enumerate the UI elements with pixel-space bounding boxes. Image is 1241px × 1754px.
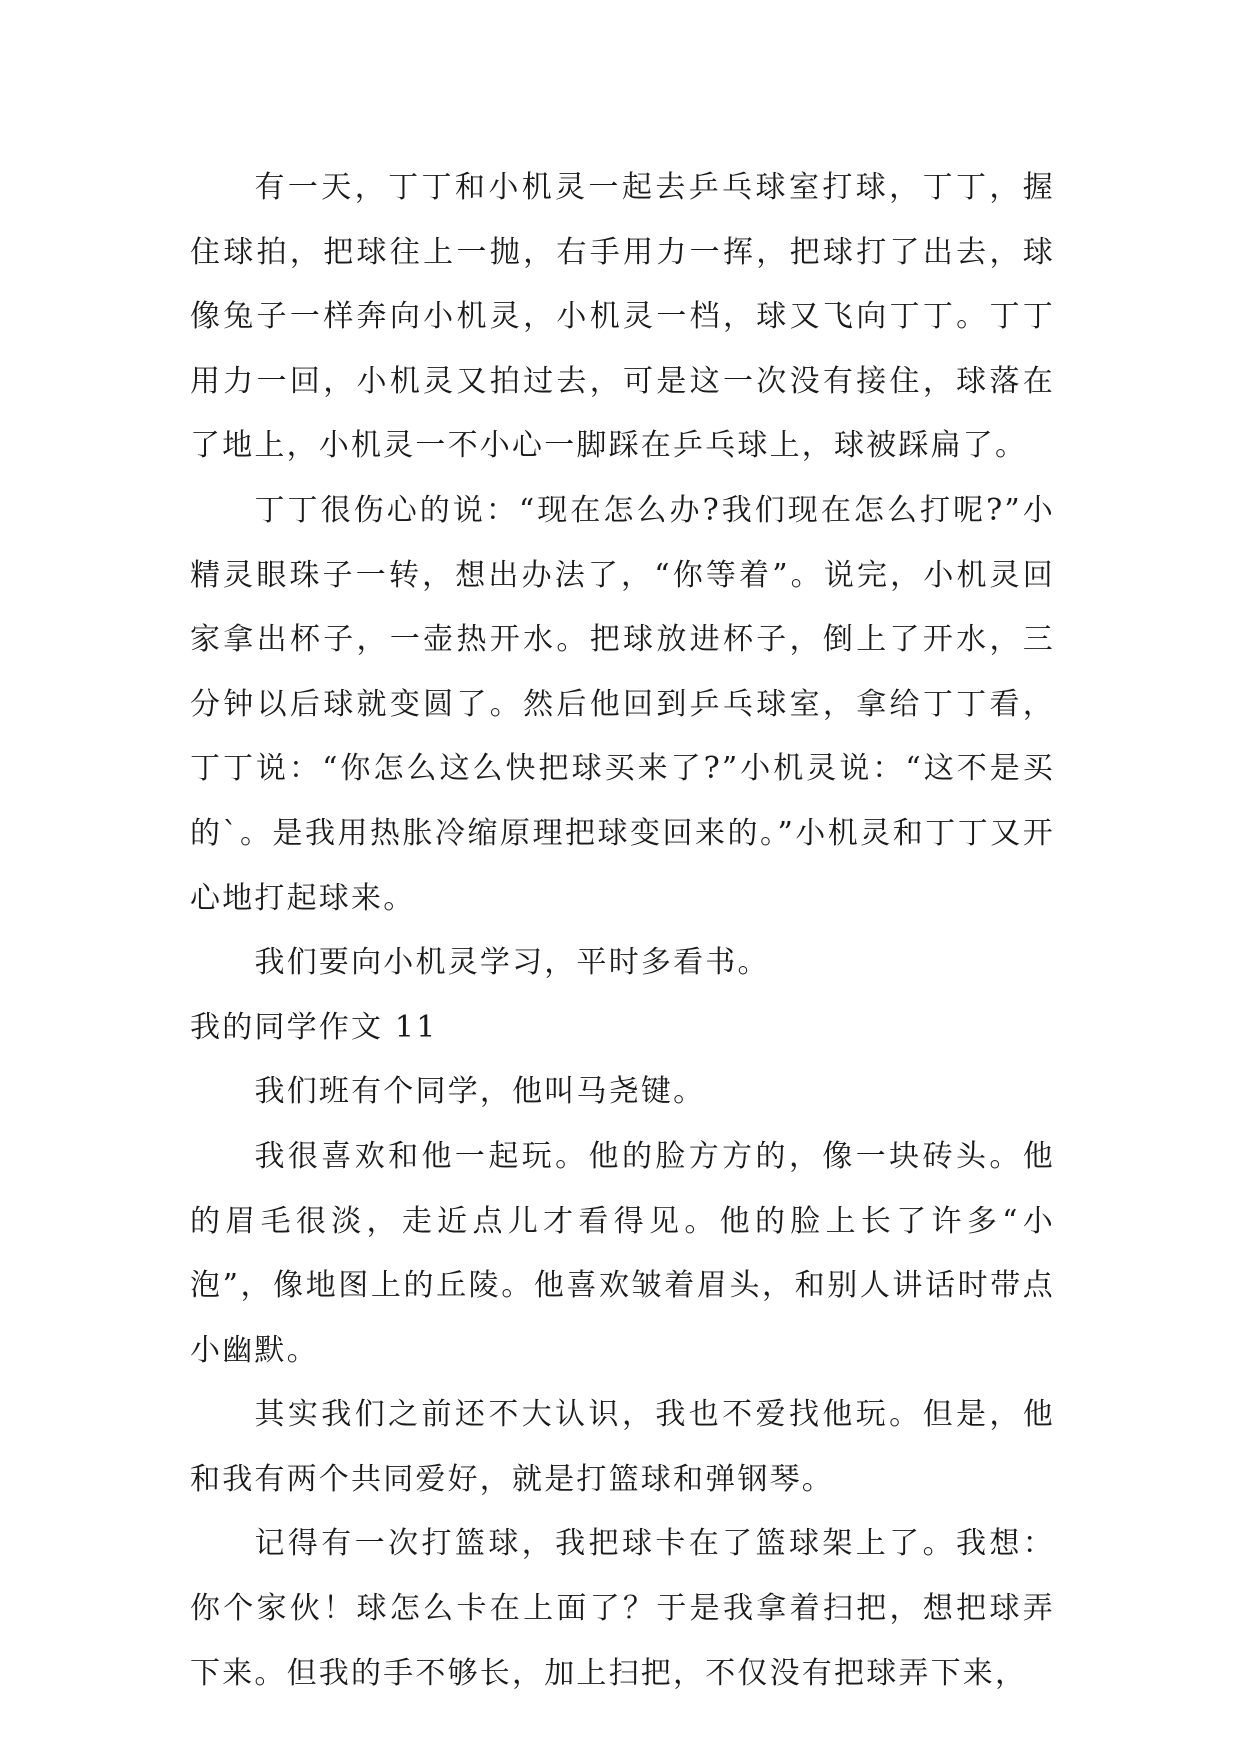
paragraph-pingpong-fix: 丁丁很伤心的说：“现在怎么办?我们现在怎么打呢?”小精灵眼珠子一转，想出办法了，“你等着”。说完，小机灵回家拿出杯子，一壶热开水。把球放进杯子，倒上了开水，三分钟以后球就变圆了。然后他回到乒乓球室，拿给丁丁看，丁丁说：“你怎么这么快把球买来了?”小机灵说：“这不是买的`。是我用热胀冷缩原理把球变回来的。”小机灵和丁丁又开心地打起球来。 (190, 492, 1055, 916)
paragraph-classmate-hobbies: 其实我们之前还不大认识，我也不爱找他玩。但是，他和我有两个共同爱好，就是打篮球和弹钢琴。 (190, 1397, 1055, 1497)
document-page (190, 156, 1055, 1706)
paragraph-basketball-story: 记得有一次打篮球，我把球卡在了篮球架上了。我想：你个家伙！球怎么卡在上面了？于是我拿着扫把，想把球弄下来。但我的手不够长，加上扫把，不仅没有把球弄下来， (190, 1526, 1055, 1691)
paragraph-pingpong-story: 有一天，丁丁和小机灵一起去乒乓球室打球，丁丁，握住球拍，把球往上一抛，右手用力一挥，把球打了出去，球像兔子一样奔向小机灵，小机灵一档，球又飞向丁丁。丁丁用力一回，小机灵又拍过去，可是这一次没有接住，球落在了地上，小机灵一不小心一脚踩在乒乓球上，球被踩扁了。 (190, 170, 1055, 464)
paragraph-classmate-appearance: 我很喜欢和他一起玩。他的脸方方的，像一块砖头。他的眉毛很淡，走近点儿才看得见。他的脸上长了许多“小泡”，像地图上的丘陵。他喜欢皱着眉头，和别人讲话时带点小幽默。 (190, 1138, 1055, 1368)
paragraph-classmate-intro: 我们班有个同学，他叫马尧键。 (254, 1074, 706, 1110)
essay-title: 我的同学作文 11 (190, 1009, 438, 1045)
paragraph-pingpong-moral: 我们要向小机灵学习，平时多看书。 (254, 945, 770, 981)
